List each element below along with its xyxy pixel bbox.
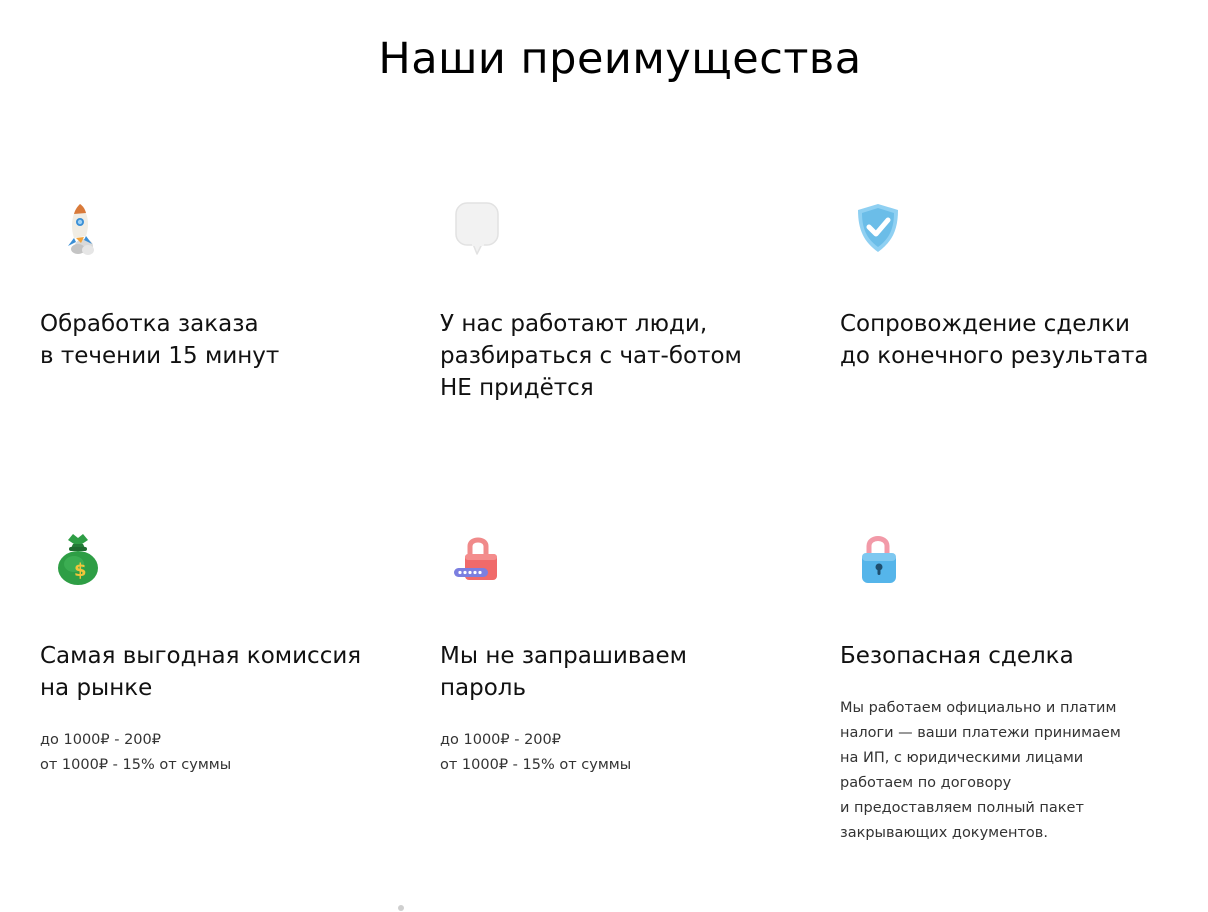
advantage-heading: Самая выгодная комиссия на рынке: [40, 643, 362, 701]
chat-bubble-icon: [450, 196, 506, 256]
advantage-description: до 1000₽ - 200₽ от 1000₽ - 15% от суммы: [440, 732, 632, 773]
rocket-icon: [50, 196, 106, 256]
advantage-heading: Обработка заказа в течении 15 минут: [40, 311, 280, 369]
advantage-description: Мы работаем официально и платим налоги — ваши платежи принимаем на ИП, с юридическими лицами работаем по договору и предоставляем полный пакет закрывающих документов.: [840, 700, 1121, 841]
money-bag-icon: [50, 528, 106, 588]
svg-text:$: $: [74, 560, 87, 581]
advantage-heading: Безопасная сделка: [840, 643, 1074, 669]
advantages-grid: [40, 0, 1208, 912]
decorative-dot: [398, 905, 404, 911]
padlock-icon: [850, 528, 906, 588]
advantage-heading: Сопровождение сделки до конечного результата: [840, 311, 1149, 369]
advantage-heading: Мы не запрашиваем пароль: [440, 643, 688, 701]
shield-check-icon: [850, 196, 906, 256]
page-title: Наши преимущества: [378, 34, 862, 84]
password-lock-icon: [450, 528, 506, 588]
advantage-description: до 1000₽ - 200₽ от 1000₽ - 15% от суммы: [40, 732, 232, 773]
advantage-heading: У нас работают люди, разбираться с чат-ботом НЕ придётся: [440, 311, 742, 401]
